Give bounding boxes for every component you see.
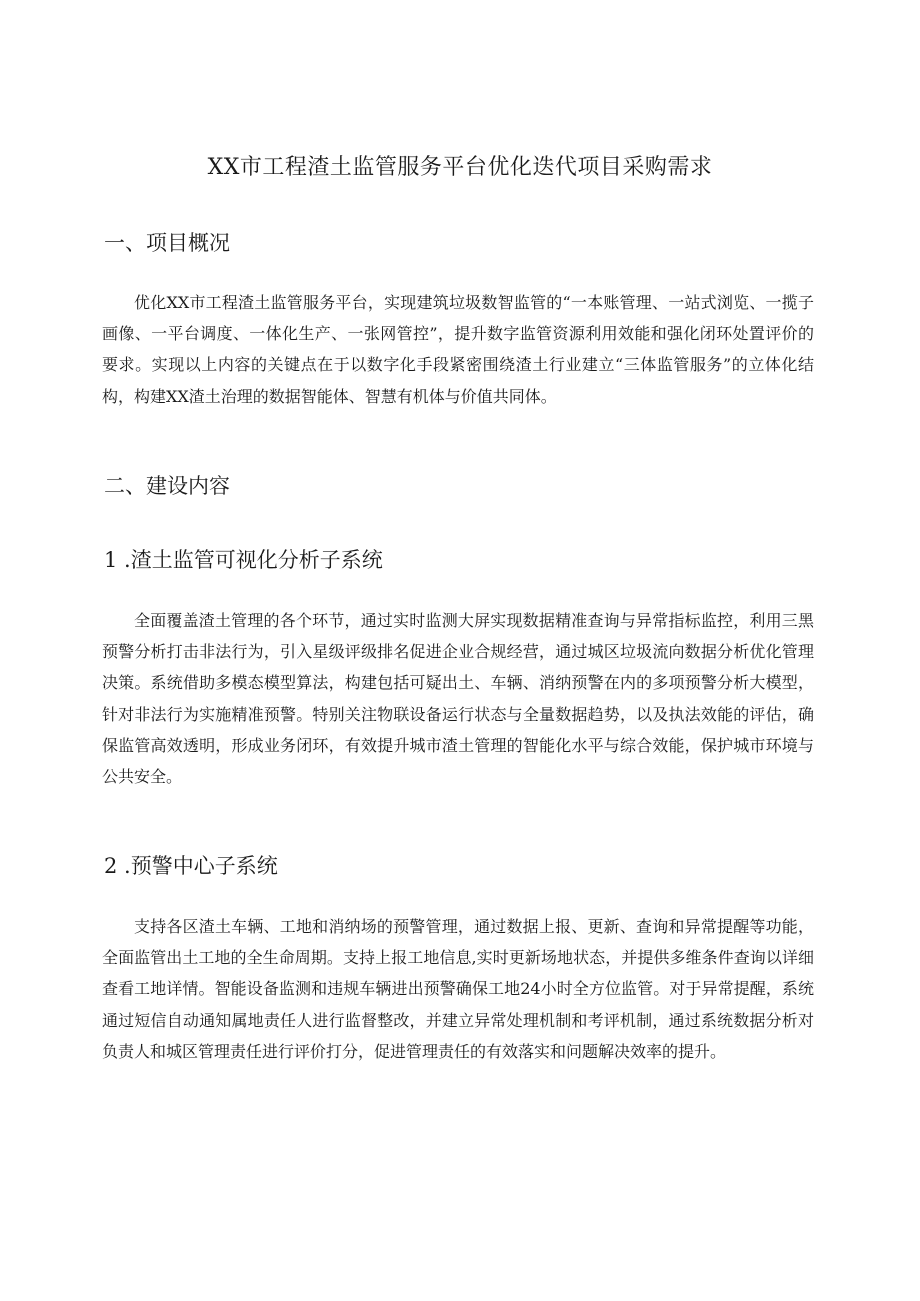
paragraph-visual-analysis: 全面覆盖渣土管理的各个环节，通过实时监测大屏实现数据精准查询与异常指标监控，利用三黑预警分析打击非法行为，引入星级评级排名促进企业合规经营，通过城区垃圾流向数据分析优化管理决策。系统借助多模态模型算法，构建包括可疑出土、车辆、消纳预警在内的多项预警分析大模型，针对非法行为实施精准预警。特别关注物联设备运行状态与全量数据趋势，以及执法效能的评估，确保监管高效透明，形成业务闭环，有效提升城市渣土管理的智能化水平与综合效能，保护城市环境与公共安全。 <box>102 611 814 787</box>
section-heading-overview: 一、项目概况 <box>104 231 230 255</box>
subsection-heading-warning-center: 2 .预警中心子系统 <box>104 854 278 878</box>
document-title: XX市工程渣土监管服务平台优化迭代项目采购需求 <box>207 155 713 180</box>
subsection-heading-visual-analysis: 1 .渣土监管可视化分析子系统 <box>104 548 383 572</box>
paragraph-warning-center: 支持各区渣土车辆、工地和消纳场的预警管理，通过数据上报、更新、查询和异常提醒等功能，全面监管出土工地的全生命周期。支持上报工地信息,实时更新场地状态，并提供多维条件查询以详细查看工地详情。智能设备监测和违规车辆进出预警确保工地24小时全方位监管。对于异常提醒，系统通过短信自动通知属地责任人进行监督整改，并建立异常处理机制和考评机制，通过系统数据分析对负责人和城区管理责任进行评价打分，促进管理责任的有效落实和问题解决效率的提升。 <box>102 917 814 1061</box>
paragraph-overview: 优化XX市工程渣土监管服务平台，实现建筑垃圾数智监管的“一本账管理、一站式浏览、一揽子画像、一平台调度、一体化生产、一张网管控”，提升数字监管资源利用效能和强化闭环处置评价的要求。实现以上内容的关键点在于以数字化手段紧密围绕渣土行业建立“三体监管服务”的立体化结构，构建XX渣土治理的数据智能体、智慧有机体与价值共同体。 <box>102 293 814 406</box>
section-heading-construction: 二、建设内容 <box>104 474 230 498</box>
